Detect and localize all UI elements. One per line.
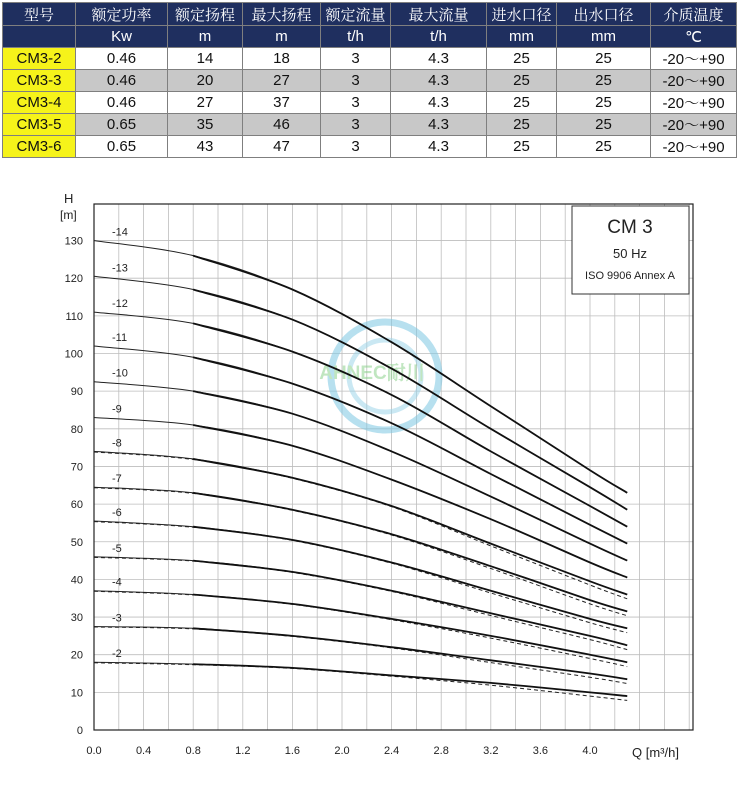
y-tick-label: 110 — [65, 310, 83, 323]
info-box-title: CM 3 — [607, 217, 653, 238]
x-tick-label: 4.0 — [582, 745, 598, 757]
table-cell: 4.3 — [391, 48, 487, 70]
header-rated-flow: 额定流量 — [321, 3, 391, 26]
table-cell: 27 — [168, 92, 243, 114]
header-medium-temperature: 介质温度 — [651, 3, 737, 26]
table-cell: CM3-2 — [3, 48, 76, 70]
y-tick-label: 50 — [70, 536, 83, 549]
table-cell: -20～+90 — [651, 92, 737, 114]
y-tick-label: 100 — [64, 348, 83, 361]
y-tick-label: 0 — [76, 725, 83, 737]
table-cell: -20～+90 — [651, 136, 737, 158]
info-box-frequency: 50 Hz — [613, 246, 647, 261]
y-axis-unit: [m] — [60, 208, 77, 222]
table-cell: 0.65 — [76, 114, 168, 136]
curve-label-8: -8 — [112, 437, 122, 450]
table-row — [3, 48, 737, 70]
unit-max-head: m — [243, 26, 321, 48]
curve-label-2: -2 — [112, 648, 122, 661]
curve-tolerance-3 — [94, 627, 627, 684]
x-tick-label: 3.2 — [483, 745, 499, 757]
unit-rated-power: Kw — [76, 26, 168, 48]
chart-curve-labels — [112, 227, 128, 661]
table-cell: 18 — [243, 48, 321, 70]
curve-tolerance-7 — [94, 488, 627, 616]
table-cell: -20～+90 — [651, 114, 737, 136]
curve-line-thin-6 — [94, 521, 627, 628]
table-cell: 25 — [487, 136, 557, 158]
x-tick-label: 2.4 — [383, 745, 400, 757]
spec-table — [2, 2, 737, 158]
y-axis-label: H — [64, 191, 74, 206]
y-tick-label: 40 — [70, 574, 83, 587]
table-row — [3, 136, 737, 158]
pump-curve-chart — [0, 186, 750, 786]
table-cell: 25 — [487, 48, 557, 70]
x-tick-label: 2.8 — [433, 745, 449, 757]
table-cell: 0.46 — [76, 92, 168, 114]
header-inlet-diameter: 进水口径 — [487, 3, 557, 26]
x-tick-label: 0.0 — [86, 745, 102, 757]
curve-line-thin-9 — [94, 418, 627, 578]
y-tick-label: 120 — [64, 273, 83, 286]
x-tick-label: 0.4 — [135, 745, 152, 757]
x-tick-label: 3.6 — [532, 745, 549, 757]
watermark-logo — [319, 322, 439, 430]
curve-line-9 — [193, 425, 627, 578]
y-tick-label: 130 — [64, 235, 83, 248]
watermark-text: AHNEC耐川 — [319, 363, 425, 384]
x-tick-label: 1.6 — [284, 745, 301, 757]
table-cell: 25 — [487, 114, 557, 136]
y-axis-ticks — [65, 236, 83, 737]
unit-model — [3, 26, 76, 48]
table-cell: 27 — [243, 70, 321, 92]
x-axis-ticks — [86, 745, 597, 757]
table-cell: CM3-5 — [3, 114, 76, 136]
curve-label-11: -11 — [112, 331, 128, 344]
table-cell: 35 — [168, 114, 243, 136]
table-cell: 3 — [321, 92, 391, 114]
curve-label-12: -12 — [112, 298, 128, 311]
header-outlet-diameter: 出水口径 — [557, 3, 651, 26]
unit-medium-temperature: ℃ — [651, 26, 737, 48]
table-cell: 4.3 — [391, 136, 487, 158]
table-cell: 0.46 — [76, 70, 168, 92]
table-cell: CM3-3 — [3, 70, 76, 92]
curve-line-thin-10 — [94, 382, 627, 561]
header-model: 型号 — [3, 3, 76, 26]
info-box — [572, 206, 689, 294]
table-cell: 20 — [168, 70, 243, 92]
table-cell: 25 — [557, 136, 651, 158]
header-max-head: 最大扬程 — [243, 3, 321, 26]
table-cell: 3 — [321, 136, 391, 158]
y-tick-label: 10 — [70, 687, 83, 700]
chart-curves — [94, 241, 627, 701]
curve-label-13: -13 — [112, 262, 128, 275]
curve-line-thin-12 — [94, 312, 627, 527]
table-cell: 46 — [243, 114, 321, 136]
header-max-flow: 最大流量 — [391, 3, 487, 26]
table-cell: 25 — [487, 92, 557, 114]
curve-line-4 — [193, 595, 627, 663]
curve-line-thin-13 — [94, 276, 627, 509]
unit-inlet-diameter: mm — [487, 26, 557, 48]
table-cell: CM3-6 — [3, 136, 76, 158]
table-cell: -20～+90 — [651, 70, 737, 92]
curve-tolerance-6 — [94, 522, 627, 633]
y-tick-label: 30 — [70, 612, 83, 625]
table-units-row — [3, 26, 737, 48]
curve-tolerance-4 — [94, 591, 627, 666]
unit-rated-head: m — [168, 26, 243, 48]
curve-line-thin-5 — [94, 557, 627, 646]
table-cell: 0.46 — [76, 48, 168, 70]
curve-line-3 — [193, 628, 627, 679]
table-cell: 4.3 — [391, 70, 487, 92]
unit-rated-flow: t/h — [321, 26, 391, 48]
table-cell: 3 — [321, 114, 391, 136]
curve-line-thin-7 — [94, 487, 627, 611]
header-rated-power: 额定功率 — [76, 3, 168, 26]
curve-label-5: -5 — [112, 542, 122, 555]
table-cell: CM3-4 — [3, 92, 76, 114]
y-tick-label: 60 — [70, 499, 83, 512]
table-cell: 3 — [321, 70, 391, 92]
table-row — [3, 70, 737, 92]
table-cell: 47 — [243, 136, 321, 158]
y-tick-label: 20 — [70, 649, 83, 662]
table-cell: 0.65 — [76, 136, 168, 158]
table-row — [3, 92, 737, 114]
y-tick-label: 90 — [70, 386, 83, 399]
table-cell: 25 — [557, 48, 651, 70]
curve-label-4: -4 — [112, 576, 122, 589]
unit-max-flow: t/h — [391, 26, 487, 48]
info-box-standard: ISO 9906 Annex A — [585, 270, 675, 282]
curve-label-14: -14 — [112, 226, 128, 239]
curve-line-11 — [193, 357, 627, 543]
table-cell: 25 — [557, 70, 651, 92]
y-tick-label: 70 — [70, 461, 83, 474]
table-cell: 4.3 — [391, 114, 487, 136]
table-cell: 14 — [168, 48, 243, 70]
table-cell: 25 — [557, 92, 651, 114]
table-cell: 43 — [168, 136, 243, 158]
table-cell: 25 — [487, 70, 557, 92]
table-cell: 4.3 — [391, 92, 487, 114]
table-cell: 25 — [557, 114, 651, 136]
table-header-row — [3, 3, 737, 26]
curve-tolerance-5 — [94, 557, 627, 649]
x-tick-label: 0.8 — [185, 745, 201, 757]
curve-label-7: -7 — [112, 473, 122, 486]
table-cell: -20～+90 — [651, 48, 737, 70]
x-axis-label: Q [m³/h] — [632, 745, 679, 760]
x-tick-label: 1.2 — [235, 745, 251, 757]
curve-label-3: -3 — [112, 612, 122, 625]
curve-label-6: -6 — [112, 507, 122, 520]
table-cell: 37 — [243, 92, 321, 114]
unit-outlet-diameter: mm — [557, 26, 651, 48]
x-tick-label: 2.0 — [334, 745, 350, 757]
table-cell: 3 — [321, 48, 391, 70]
curve-label-9: -9 — [112, 403, 122, 416]
header-rated-head: 额定扬程 — [168, 3, 243, 26]
curve-label-10: -10 — [112, 367, 128, 380]
table-row — [3, 114, 737, 136]
y-tick-label: 80 — [70, 423, 83, 436]
